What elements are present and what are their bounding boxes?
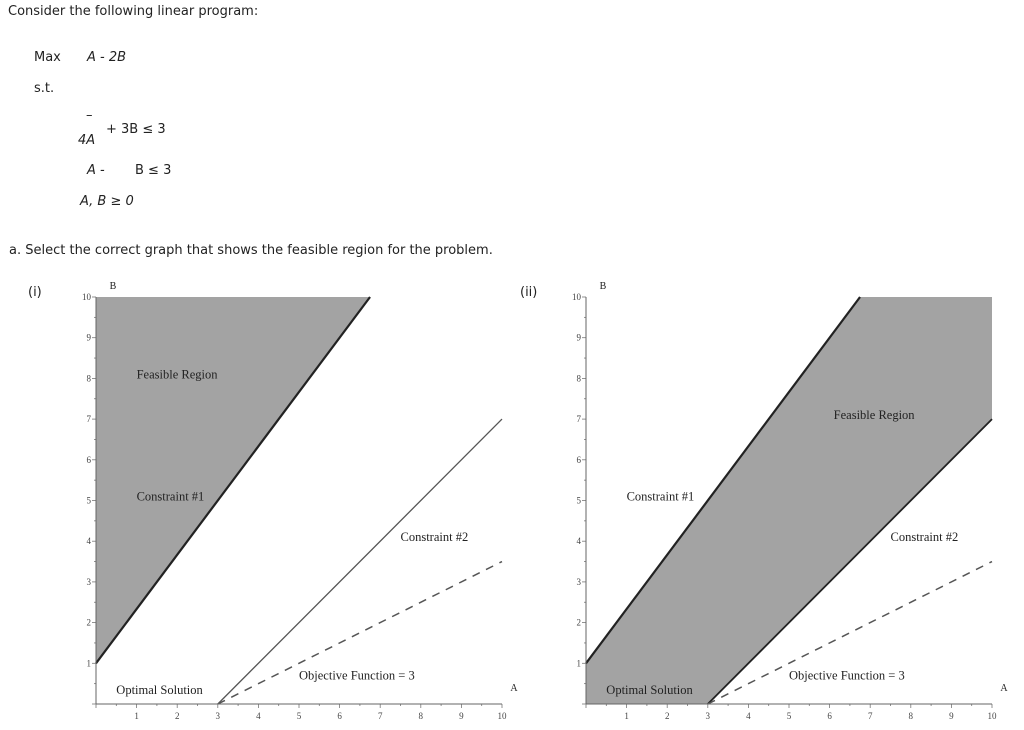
y-tick-label: 5 [86, 495, 91, 506]
y-tick-label: 1 [576, 658, 581, 669]
x-tick-label: 9 [459, 711, 464, 721]
x-tick-label: 3 [705, 711, 711, 721]
y-tick-label: 2 [576, 617, 581, 628]
optimal-solution-label: Optimal Solution [606, 682, 693, 697]
y-tick-label: 10 [82, 292, 91, 302]
y-tick-label: 7 [86, 414, 91, 425]
y-axis-name: B [599, 281, 607, 292]
graph-i[interactable] [60, 276, 530, 726]
feasible-region-label: Feasible Region [136, 367, 218, 382]
objective-function-label: Objective Function = 3 [789, 668, 905, 683]
x-tick-label: 5 [786, 711, 792, 721]
graph-ii[interactable] [550, 276, 1020, 726]
y-tick-label: 3 [86, 576, 91, 587]
constraint-2-label: Constraint #2 [890, 530, 959, 545]
y-tick-label: 4 [576, 536, 581, 547]
constraint1-rest: + 3B ≤ 3 [106, 122, 166, 137]
x-tick-label: 2 [174, 711, 180, 721]
objective-function-line [218, 562, 502, 704]
x-tick-label: 4 [746, 711, 751, 721]
constraint-1-label: Constraint #1 [136, 489, 205, 504]
objective-function-label: Objective Function = 3 [299, 668, 415, 683]
constraint1-coefficient: 4A [78, 133, 96, 148]
constraint2-rest: B ≤ 3 [135, 163, 172, 178]
x-tick-label: 3 [215, 711, 221, 721]
x-tick-label: 8 [418, 711, 424, 721]
x-tick-label: 1 [134, 711, 139, 721]
constraint-2-label: Constraint #2 [400, 530, 469, 545]
x-tick-label: 10 [497, 711, 507, 721]
y-tick-label: 5 [576, 495, 581, 506]
x-tick-label: 1 [624, 711, 629, 721]
x-tick-label: 4 [256, 711, 261, 721]
y-axis-name: B [109, 281, 117, 292]
y-tick-label: 6 [576, 454, 581, 465]
y-tick-label: 7 [576, 414, 581, 425]
y-tick-label: 9 [86, 332, 91, 343]
x-tick-label: 7 [377, 711, 383, 721]
question-a-text: a. Select the correct graph that shows the feasible region for the problem. [9, 243, 493, 258]
constraint1-minus-sign: – [86, 108, 93, 123]
constraint-2-line [218, 419, 502, 704]
constraint-1-label: Constraint #1 [626, 489, 695, 504]
graph-option-i-label[interactable]: (i) [28, 285, 42, 300]
x-tick-label: 6 [337, 711, 342, 721]
subject-to-keyword: s.t. [34, 81, 55, 96]
x-tick-label: 10 [987, 711, 997, 721]
constraint2-a-term: A - [87, 163, 105, 178]
objective-keyword: Max [34, 50, 61, 65]
x-axis-name: A [510, 683, 518, 694]
y-tick-label: 8 [576, 373, 581, 384]
objective-expression: A - 2B [87, 50, 127, 65]
y-tick-label: 4 [86, 536, 91, 547]
y-tick-label: 1 [86, 658, 91, 669]
intro-text: Consider the following linear program: [8, 4, 259, 19]
graph-option-ii-label[interactable]: (ii) [520, 285, 538, 300]
x-tick-label: 8 [908, 711, 914, 721]
x-tick-label: 6 [827, 711, 832, 721]
optimal-solution-label: Optimal Solution [116, 682, 203, 697]
nonnegativity-constraint: A, B ≥ 0 [80, 194, 134, 209]
y-tick-label: 6 [86, 454, 91, 465]
x-axis-name: A [1000, 683, 1008, 694]
x-tick-label: 2 [664, 711, 670, 721]
x-tick-label: 9 [949, 711, 954, 721]
x-tick-label: 7 [867, 711, 873, 721]
y-tick-label: 8 [86, 373, 91, 384]
y-tick-label: 9 [576, 332, 581, 343]
y-tick-label: 10 [572, 292, 581, 302]
y-tick-label: 3 [576, 576, 581, 587]
y-tick-label: 2 [86, 617, 91, 628]
x-tick-label: 5 [296, 711, 302, 721]
feasible-region-label: Feasible Region [833, 408, 915, 423]
